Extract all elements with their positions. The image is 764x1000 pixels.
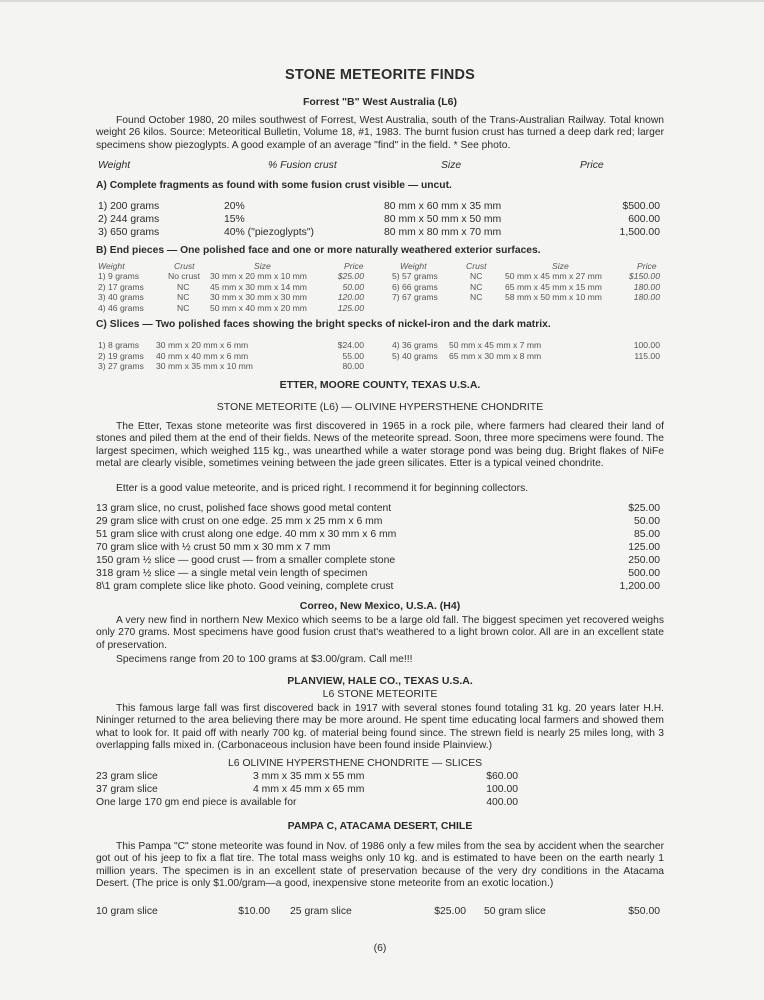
correo-paragraph: A very new find in northern New Mexico which seems to be a large old fall. The biggest specimen yet recovered weighs only 270 grams. Most specimens have good fusion crust that's weathered to a light brown color. All are in an excellent state of preservation.	[96, 615, 664, 651]
page-title: STONE METEORITE FINDS	[284, 67, 476, 83]
table-row: 1) 8 grams 30 mm x 20 mm x 6 mm $24.00 4) 36 grams 50 mm x 45 mm x 7 mm 100.00	[98, 340, 660, 350]
table-row: 2) 17 grams NC 45 mm x 30 mm x 14 mm 50.00 6) 66 grams NC 65 mm x 45 mm x 15 mm 180.00	[98, 281, 660, 292]
page-number: (6)	[373, 942, 387, 954]
planview-heading: PLANVIEW, HALE CO., TEXAS U.S.A.	[287, 675, 473, 687]
list-item: 8\1 gram complete slice like photo. Good veining, complete crust 1,200.00	[96, 581, 660, 592]
forrest-intro: Found October 1980, 20 miles southwest of Forrest, West Australia, south of the Trans-Australian Railway. Total known weight 26 kilos. Source: Meteoritical Bulletin, Volume 18, #1, 1983. The burnt fusion crust has turned a deep dark red; larger specimens show piezoglypts. A good example of an average "find" in the field. * See photo.	[96, 115, 664, 151]
etter-paragraph: The Etter, Texas stone meteorite was first discovered in 1965 in a rock pile, where farmers had cleared their land of stones and piled them at the end of their fields. News of the meteorite spread. Soon, three more specimens were found. The largest specimen, which weighed 115 kg., was unearthed while a water storage pond was being dug. Bright flakes of NiFe metal are clearly visible, sometimes veining between the jade green silicates. Etter is a typical veined chondrite.	[96, 421, 664, 470]
table-row: 3) 40 grams NC 30 mm x 30 mm x 30 mm 120.00 7) 67 grams NC 58 mm x 50 mm x 10 mm 180.00	[98, 292, 660, 302]
col-size: Size	[441, 160, 462, 171]
section-b-column-headers: Weight Crust Size Price Weight Crust Size Price	[98, 261, 657, 271]
list-item: 51 gram slice with crust along one edge. 40 mm x 30 mm x 6 mm 85.00	[96, 529, 660, 540]
table-row: 1) 200 grams 20% 80 mm x 60 mm x 35 mm $500.00	[98, 201, 660, 212]
pampa-price-row: 10 gram slice $10.00 25 gram slice $25.00 50 gram slice $50.00	[96, 906, 660, 917]
section-b-heading: B) End pieces — One polished face and one or more naturally weathered exterior surfaces.	[96, 245, 541, 256]
section-a-heading: A) Complete fragments as found with some fusion crust visible — uncut.	[96, 180, 452, 191]
col-crust: % Fusion crust	[268, 160, 337, 171]
table-row: 2) 19 grams 40 mm x 40 mm x 6 mm 55.00 5) 40 grams 65 mm x 30 mm x 8 mm 115.00	[98, 350, 660, 361]
etter-paragraph-2: Etter is a good value meteorite, and is priced right. I recommend it for beginning collectors.	[116, 483, 529, 494]
col-price: Price	[580, 160, 604, 171]
section-c-heading: C) Slices — Two polished faces showing the bright specks of nickel-iron and the dark matrix.	[96, 319, 551, 330]
table-row: 1) 9 grams No crust 30 mm x 20 mm x 10 mm $25.00 5) 57 grams NC 50 mm x 45 mm x 27 mm $150.00	[98, 271, 660, 281]
table-row: 2) 244 grams 15% 80 mm x 50 mm x 50 mm 600.00	[98, 214, 660, 225]
forrest-heading: Forrest "B" West Australia (L6)	[302, 96, 458, 108]
planview-paragraph: This famous large fall was first discovered back in 1917 with several stones found totaling 31 kg. 20 years later H.H. Nininger returned to the area believing there may be more around. He spent time educating local farmers and showed them what to look for. It paid off with nearly 700 kg. of material being found since. The strewn field is nearly 25 miles long, with 3 overlapping falls mixed in. (Carbonaceous inclusion have been found inside Plainview.)	[96, 703, 664, 752]
etter-subheading: STONE METEORITE (L6) — OLIVINE HYPERSTHENE CHONDRITE	[216, 401, 544, 413]
list-item: 70 gram slice with ½ crust 50 mm x 30 mm x 7 mm 125.00	[96, 542, 660, 553]
table-row: 23 gram slice 3 mm x 35 mm x 55 mm $60.00	[96, 771, 518, 782]
planview-table-heading: L6 OLIVINE HYPERSTHENE CHONDRITE — SLICES	[228, 758, 483, 769]
list-item: 318 gram ½ slice — a single metal vein length of specimen 500.00	[96, 568, 660, 579]
pampa-heading: PAMPA C, ATACAMA DESERT, CHILE	[287, 820, 473, 832]
planview-subheading: L6 STONE METEORITE	[322, 688, 438, 700]
list-item: 29 gram slice with crust on one edge. 25 mm x 25 mm x 6 mm 50.00	[96, 516, 660, 527]
forrest-column-headers	[96, 159, 664, 172]
correo-heading: Correo, New Mexico, U.S.A. (H4)	[299, 600, 461, 612]
pampa-paragraph: This Pampa "C" stone meteorite was found in Nov. of 1986 only a few miles from the sea by accident when the searcher got out of his jeep to fix a flat tire. The total mass weighs only 10 kg. and is estimated to have been on the earth nearly 1 million years. The specimen is in an excellent state of preservation because of the very dry conditions in the Atacama Desert. (The price is only $1.00/gram—a good, inexpensive stone meteorite from an exotic location.)	[96, 841, 664, 890]
col-weight: Weight	[98, 160, 131, 171]
list-item: 13 gram slice, no crust, polished face shows good metal content $25.00	[96, 503, 660, 514]
table-row: 3) 650 grams 40% ("piezoglypts") 80 mm x 80 mm x 70 mm 1,500.00	[98, 227, 660, 238]
correo-paragraph-2: Specimens range from 20 to 100 grams at $3.00/gram. Call me!!!	[116, 654, 413, 665]
table-row: 37 gram slice 4 mm x 45 mm x 65 mm 100.00	[96, 784, 518, 795]
etter-heading: ETTER, MOORE COUNTY, TEXAS U.S.A.	[279, 379, 481, 391]
list-item: 150 gram ½ slice — good crust — from a smaller complete stone 250.00	[96, 555, 660, 566]
table-row: 4) 46 grams NC 50 mm x 40 mm x 20 mm 125.00	[98, 302, 364, 313]
table-row: One large 170 gm end piece is available for 400.00	[96, 797, 518, 808]
top-edge-line	[0, 0, 764, 2]
table-row: 3) 27 grams 30 mm x 35 mm x 10 mm 80.00	[98, 361, 364, 371]
